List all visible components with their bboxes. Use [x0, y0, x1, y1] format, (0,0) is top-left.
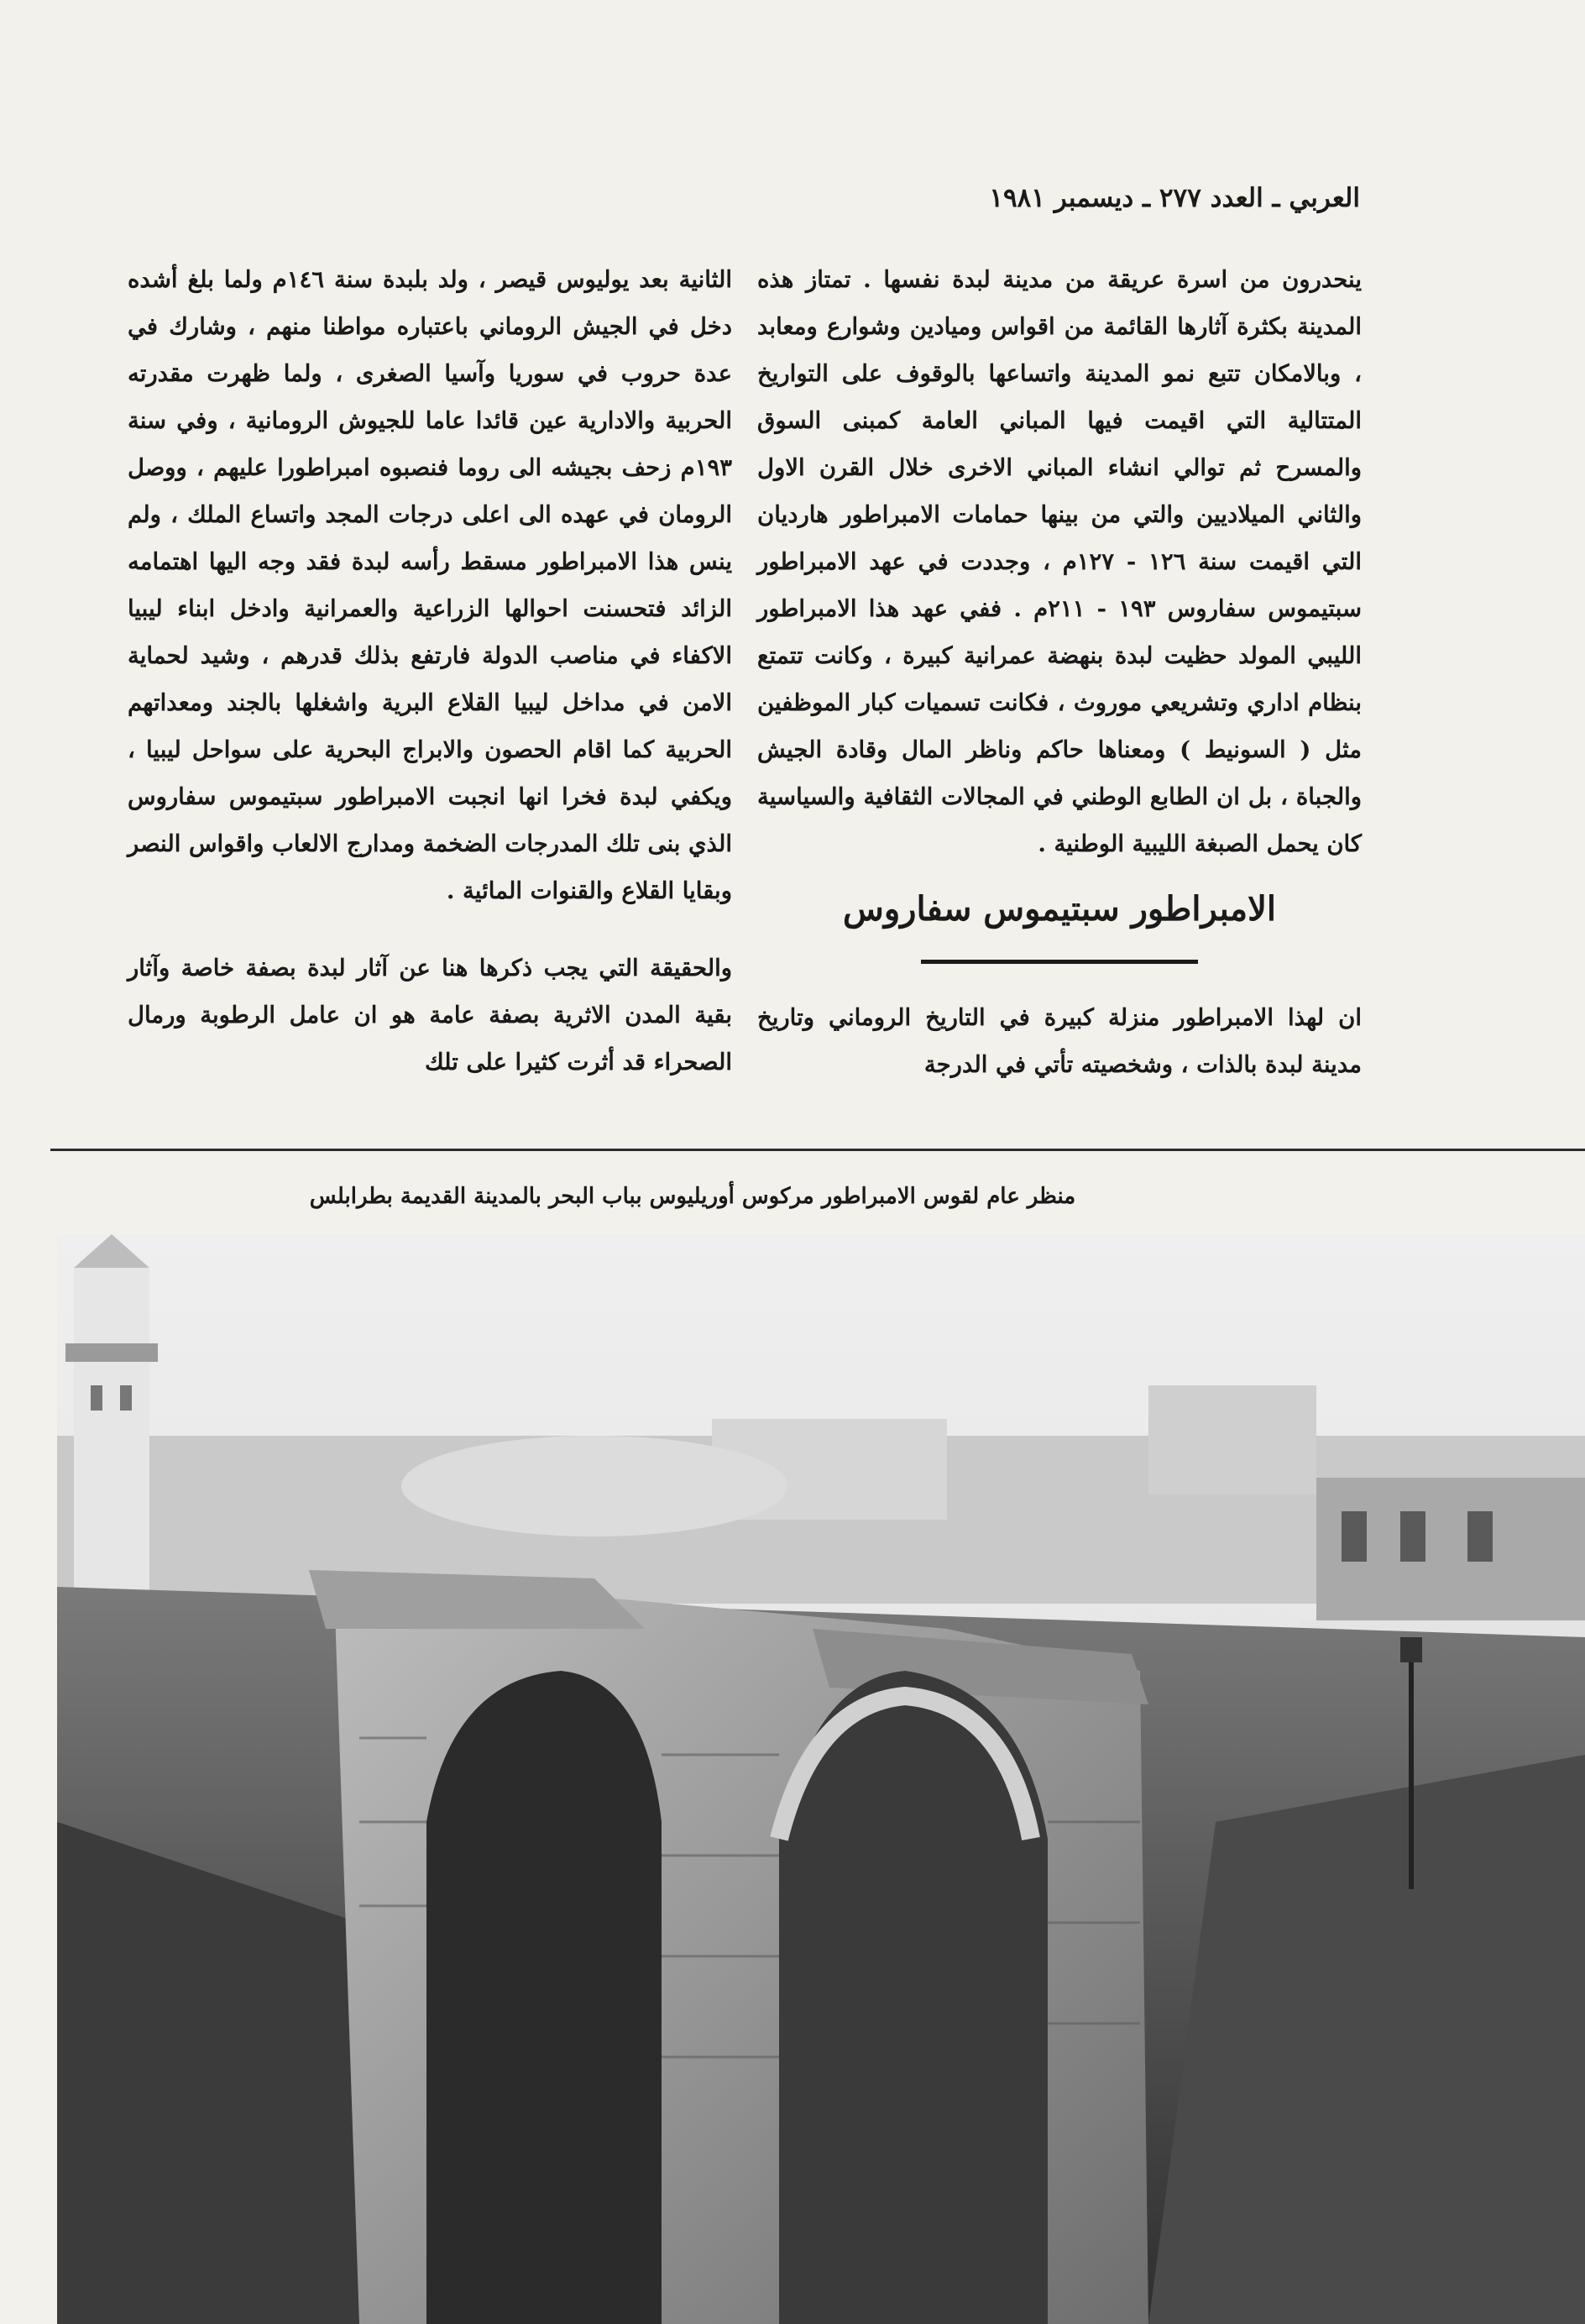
subheading-rule	[921, 960, 1198, 964]
photo-arch-icon	[57, 1234, 1585, 2324]
right-column	[757, 256, 1362, 1088]
left-paragraph-2: والحقيقة التي يجب ذكرها هنا عن آثار لبدة بصفة خاصة وآثار بقية المدن الاثرية بصفة عامة هو ان عامل الرطوبة ورمال الصحراء قد أثرت كثيرا على تلك	[128, 955, 732, 1076]
left-paragraph-1: الثانية بعد يوليوس قيصر ، ولد بلبدة سنة ١٤٦م ولما بلغ أشده دخل في الجيش الروماني باعتباره مواطنا منهم ، وشارك في عدة حروب في سوريا وآسيا الصغرى ، ولما ظهرت مقدرته الحربية والادارية عين قائدا عاما للجيوش الرومانية ، وفي سنة ١٩٣م زحف بجيشه الى روما فنصبوه امبراطورا عليهم ، ووصل الرومان في عهده الى اعلى درجات المجد واتساع الملك ، ولم ينس هذا الامبراطور مسقط رأسه لبدة فقد وجه اليها اهتمامه الزائد فتحسنت احوالها الزراعية والعمرانية وادخل ابناء ليبيا الاكفاء في مناصب الدولة فارتفع بذلك قدرهم ، وشيد لحماية الامن في مداخل ليبيا القلاع البرية واشغلها بالجند ومعداتهم الحربية كما اقام الحصون والابراج البحرية على سواحل ليبيا ، ويكفي لبدة فخرا انها انجبت الامبراطور سبتيموس سفاروس الذي بنى تلك المدرجات الضخمة ومدارج الالعاب واقواس النصر وبقايا القلاع والقنوات المائية .	[128, 266, 732, 904]
right-paragraph-1: ينحدرون من اسرة عريقة من مدينة لبدة نفسها . تمتاز هذه المدينة بكثرة آثارها القائمة من اقواس وميادين وشوارع ومعابد ، وبالامكان تتبع نمو المدينة واتساعها بالوقوف على التواريخ المتتالية التي اقيمت فيها المباني العامة كمبنى السوق والمسرح ثم توالي انشاء المباني الاخرى خلال القرن الاول والثاني الميلاديين والتي من بينها حمامات الامبراطور هارديان التي اقيمت سنة ١٢٦ - ١٢٧م ، وجددت في عهد الامبراطور سبتيموس سفاروس ١٩٣ - ٢١١م . ففي عهد هذا الامبراطور الليبي المولد حظيت لبدة بنهضة عمرانية كبيرة ، وكانت تتمتع بنظام اداري وتشريعي موروث ، فكانت تسميات كبار الموظفين مثل ( السونيط ) ومعناها حاكم وناظر المال وقادة الجيش والجباة ، بل ان الطابع الوطني في المجالات الثقافية والسياسية كان يحمل الصبغة الليبية الوطنية .	[757, 266, 1363, 857]
arch-photograph	[57, 1234, 1585, 2324]
horizontal-divider	[50, 1149, 1585, 1151]
right-paragraph-2: ان لهذا الامبراطور منزلة كبيرة في التاريخ الروماني وتاريخ مدينة لبدة بالذات ، وشخصيته تأتي في الدرجة	[757, 1004, 1362, 1078]
left-column	[128, 256, 732, 1086]
photo-caption: منظر عام لقوس الامبراطور مركوس أوريليوس بباب البحر بالمدينة القديمة بطرابلس	[309, 1184, 1076, 1209]
running-head: العربي ـ العدد ٢٧٧ ـ ديسمبر ١٩٨١	[989, 183, 1360, 213]
section-subheading: الامبراطور سبتيموس سفاروس	[842, 889, 1276, 929]
